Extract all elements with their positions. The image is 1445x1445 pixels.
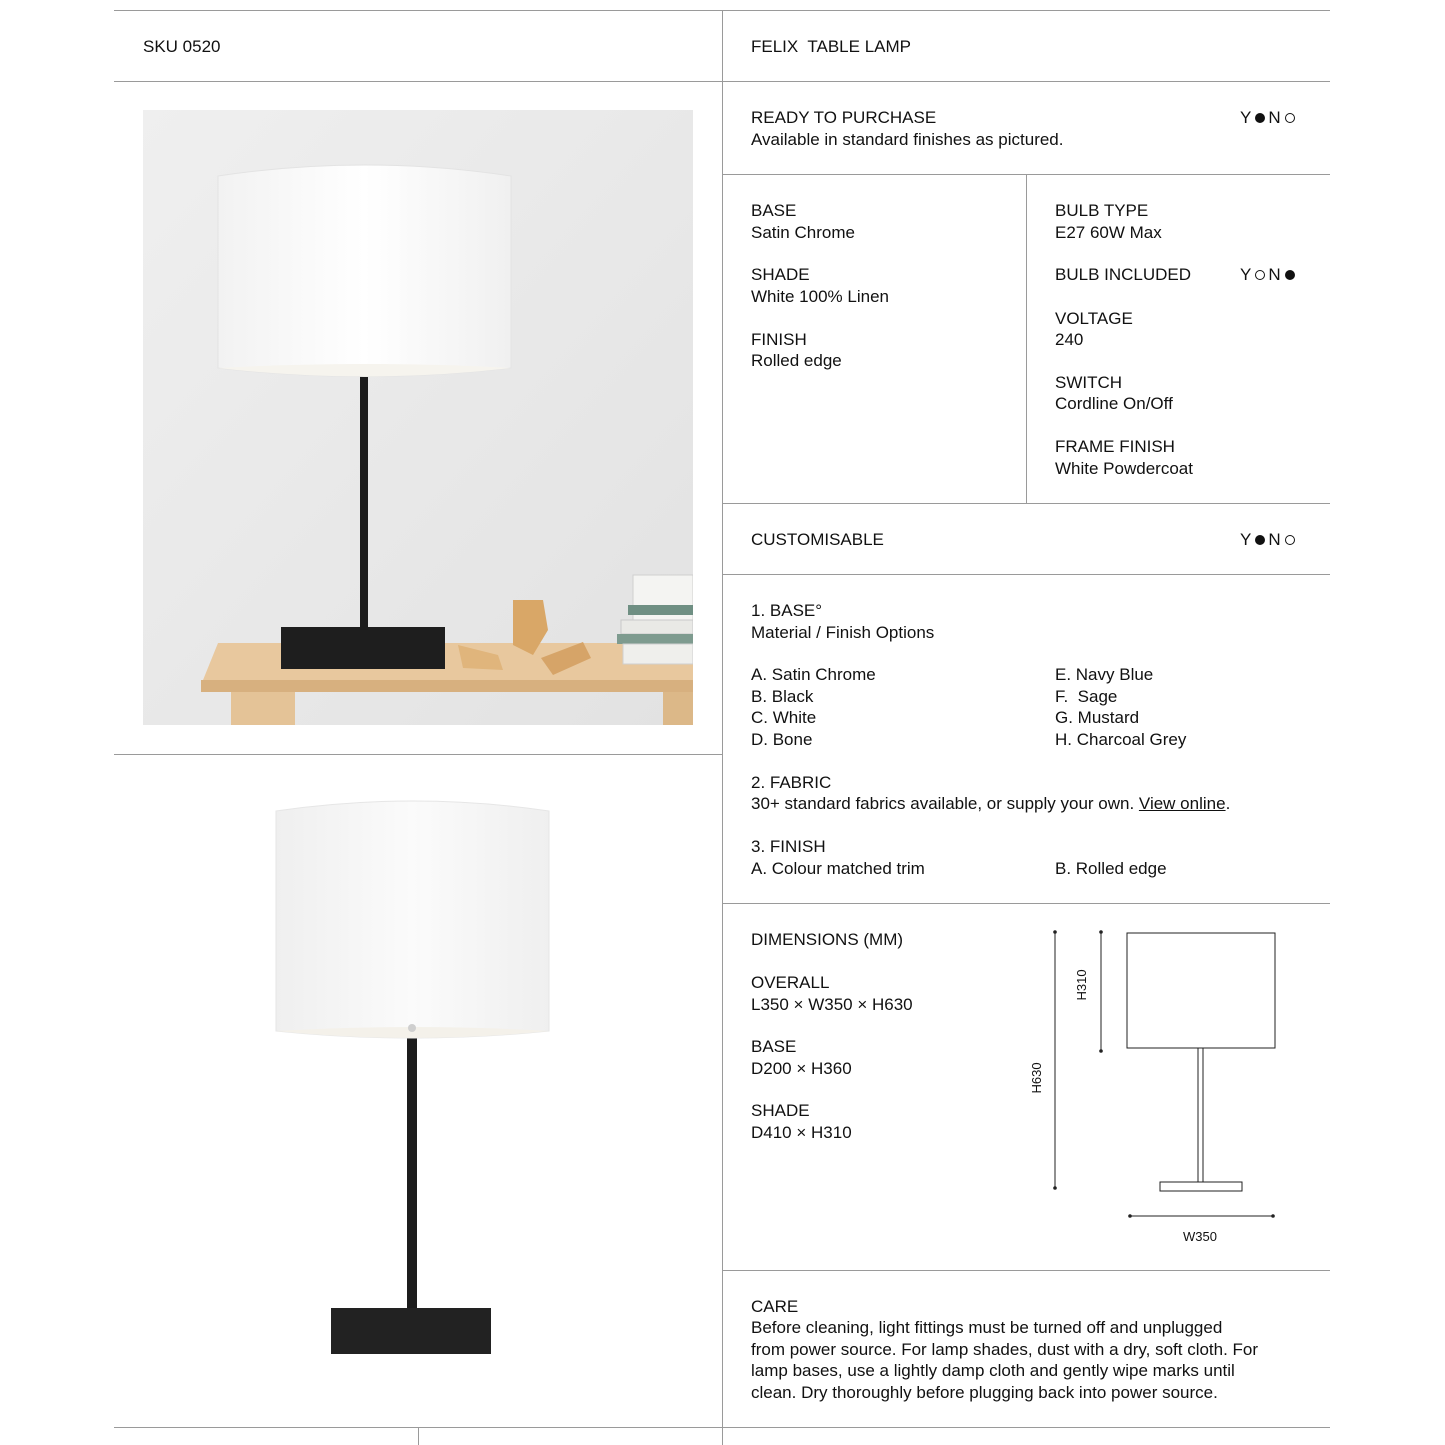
spec-shade-label: SHADE xyxy=(751,265,810,284)
dim-base-value: D200 × H360 xyxy=(751,1059,852,1078)
option-finish-a: A. Colour matched trim xyxy=(751,859,925,878)
option-base-a: A. Satin Chrome xyxy=(751,665,876,684)
care-line-4: clean. Dry thoroughly before plugging back into power source. xyxy=(751,1383,1218,1402)
spec-bulb-included-label: BULB INCLUDED xyxy=(1055,265,1192,284)
lamp-product-photo xyxy=(143,783,693,1398)
purchase-note: Available in standard finishes as pictured. xyxy=(751,130,1064,149)
rule-options xyxy=(722,903,1330,904)
dimension-diagram xyxy=(1020,920,1300,1250)
no-label: N xyxy=(1268,108,1282,127)
option-finish-b: B. Rolled edge xyxy=(1055,859,1167,878)
option-finish-title: 3. FINISH xyxy=(751,837,826,856)
yes-indicator-icon xyxy=(1255,113,1265,123)
option-base-h: H. Charcoal Grey xyxy=(1055,730,1187,749)
spec-voltage-value: 240 xyxy=(1055,330,1084,349)
spec-frame-finish-label: FRAME FINISH xyxy=(1055,437,1175,456)
spec-base-label: BASE xyxy=(751,201,797,220)
spec-base-value: Satin Chrome xyxy=(751,223,855,242)
spec-shade-value: White 100% Linen xyxy=(751,287,889,306)
option-base-c: C. White xyxy=(751,708,817,727)
yes-label: Y xyxy=(1240,265,1253,284)
height-shade-label: H310 xyxy=(1074,969,1089,1001)
customisable-yes-no xyxy=(1240,529,1298,551)
lamp-base xyxy=(281,627,445,669)
option-base-title: 1. BASE° xyxy=(751,601,823,620)
lamp-shade xyxy=(276,801,549,1038)
no-indicator-icon xyxy=(1285,113,1295,123)
option-base-e: E. Navy Blue xyxy=(1055,665,1154,684)
yes-indicator-icon xyxy=(1255,270,1265,280)
spec-finish-label: FINISH xyxy=(751,330,807,349)
rule-bottom xyxy=(114,1427,1330,1428)
diagram-shade xyxy=(1127,933,1275,1048)
dim-overall-label: OVERALL xyxy=(751,973,830,992)
sku-label: SKU 0520 xyxy=(143,37,221,56)
product-title: FELIX TABLE LAMP xyxy=(751,37,911,56)
care-label: CARE xyxy=(751,1297,799,1316)
option-base-f: F. Sage xyxy=(1055,687,1118,706)
option-fabric-text xyxy=(751,793,1230,815)
yes-indicator-icon xyxy=(1255,535,1265,545)
no-indicator-icon xyxy=(1285,270,1295,280)
lamp-stem xyxy=(407,1033,417,1313)
no-label: N xyxy=(1268,530,1282,549)
no-label: N xyxy=(1268,265,1282,284)
no-indicator-icon xyxy=(1285,535,1295,545)
care-line-3: lamp bases, use a lightly damp cloth and gently wipe marks until xyxy=(751,1361,1235,1380)
bulb-included-yes-no xyxy=(1240,264,1298,286)
table-top xyxy=(201,643,693,685)
option-base-subtitle: Material / Finish Options xyxy=(751,623,935,642)
fabric-end: . xyxy=(1225,794,1231,813)
care-line-2: from power source. For lamp shades, dust with a dry, soft cloth. For xyxy=(751,1340,1259,1359)
dim-overall-value: L350 × W350 × H630 xyxy=(751,995,913,1014)
spec-switch-label: SWITCH xyxy=(1055,373,1123,392)
lamp-shade xyxy=(218,165,511,377)
view-online-link[interactable]: View online xyxy=(1138,794,1226,813)
rule-center xyxy=(722,10,723,1445)
lamp-scene-photo xyxy=(143,110,693,725)
rule-bottom-tick xyxy=(418,1427,419,1445)
table-leg xyxy=(231,692,295,725)
diagram-base xyxy=(1160,1182,1242,1191)
dimensions-title: DIMENSIONS (MM) xyxy=(751,930,904,949)
rule-dimensions xyxy=(722,1270,1330,1271)
option-fabric-title: 2. FABRIC xyxy=(751,773,832,792)
option-base-g: G. Mustard xyxy=(1055,708,1140,727)
spec-frame-finish-value: White Powdercoat xyxy=(1055,459,1193,478)
yes-label: Y xyxy=(1240,108,1253,127)
rule-specs xyxy=(722,503,1330,504)
spec-voltage-label: VOLTAGE xyxy=(1055,309,1133,328)
customisable-label: CUSTOMISABLE xyxy=(751,530,884,549)
rule-specs-split xyxy=(1026,174,1027,503)
book xyxy=(633,575,693,623)
yes-label: Y xyxy=(1240,530,1253,549)
table-leg-right xyxy=(663,692,693,725)
option-base-d: D. Bone xyxy=(751,730,813,749)
spec-finish-value: Rolled edge xyxy=(751,351,842,370)
dim-shade-value: D410 × H310 xyxy=(751,1123,852,1142)
care-line-1: Before cleaning, light fittings must be turned off and unplugged xyxy=(751,1318,1223,1337)
height-total-label: H630 xyxy=(1029,1062,1044,1094)
purchase-yes-no xyxy=(1240,107,1298,129)
spec-bulb-type-value: E27 60W Max xyxy=(1055,223,1162,242)
fabric-description: 30+ standard fabrics available, or supply your own. xyxy=(751,794,1139,813)
table-edge xyxy=(201,680,693,692)
dim-shade-label: SHADE xyxy=(751,1101,810,1120)
dim-base-label: BASE xyxy=(751,1037,797,1056)
rule-customisable xyxy=(722,574,1330,575)
spec-bulb-type-label: BULB TYPE xyxy=(1055,201,1149,220)
spec-switch-value: Cordline On/Off xyxy=(1055,394,1173,413)
purchase-label: READY TO PURCHASE xyxy=(751,108,937,127)
lamp-base xyxy=(331,1308,491,1354)
diagram-stem xyxy=(1198,1048,1203,1182)
lamp-stem xyxy=(360,350,368,630)
rule-photo-split xyxy=(114,754,722,755)
width-label: W350 xyxy=(1183,1229,1217,1244)
option-base-b: B. Black xyxy=(751,687,814,706)
